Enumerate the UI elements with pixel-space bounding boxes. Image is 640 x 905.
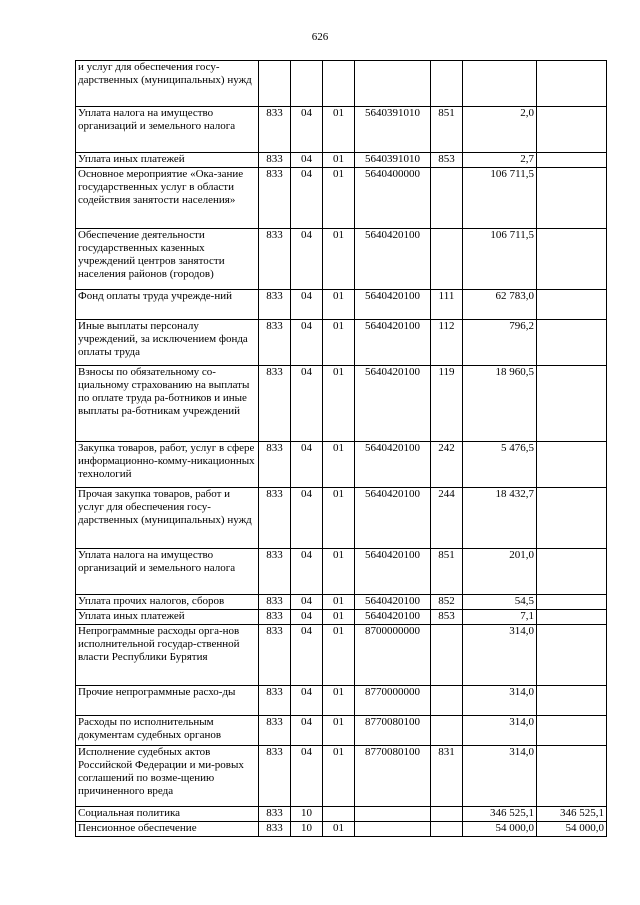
page-number: 626: [311, 31, 329, 43]
row-sum-2: 346 525,1: [537, 807, 607, 822]
row-sum-1: 62 783,0: [463, 290, 537, 320]
row-grbs: [259, 61, 291, 107]
row-name: и услуг для обеспечения госу-дарственных (муниципальных) нужд: [76, 61, 259, 107]
table-row: [76, 320, 607, 366]
row-sum-1: 106 711,5: [463, 168, 537, 229]
row-pr: 01: [323, 320, 355, 366]
row-pr: 01: [323, 716, 355, 746]
row-vr: 244: [431, 488, 463, 549]
row-vr: 851: [431, 107, 463, 153]
row-pr: [323, 61, 355, 107]
row-sum-2: 54 000,0: [537, 822, 607, 837]
row-rz: 04: [291, 716, 323, 746]
row-rz: 04: [291, 153, 323, 168]
row-pr: 01: [323, 625, 355, 686]
row-vr: [431, 807, 463, 822]
row-grbs: 833: [259, 746, 291, 807]
row-sum-1: 2,0: [463, 107, 537, 153]
row-pr: 01: [323, 107, 355, 153]
row-grbs: 833: [259, 320, 291, 366]
row-sum-2: [537, 320, 607, 366]
row-pr: 01: [323, 290, 355, 320]
row-name: Непрограммные расходы орга-нов исполнительной государ-ственной власти Республики Бурятия: [76, 625, 259, 686]
row-csr: 5640420100: [355, 595, 431, 610]
row-csr: 5640420100: [355, 366, 431, 442]
table-row: [76, 822, 607, 837]
row-sum-1: 314,0: [463, 686, 537, 716]
row-csr: [355, 822, 431, 837]
row-grbs: 833: [259, 595, 291, 610]
row-sum-1: 201,0: [463, 549, 537, 595]
row-sum-2: [537, 549, 607, 595]
row-name: Социальная политика: [76, 807, 259, 822]
row-name: Уплата прочих налогов, сборов: [76, 595, 259, 610]
row-grbs: 833: [259, 716, 291, 746]
row-rz: 10: [291, 807, 323, 822]
row-sum-1: 2,7: [463, 153, 537, 168]
row-grbs: 833: [259, 549, 291, 595]
row-name: Уплата иных платежей: [76, 153, 259, 168]
row-sum-2: [537, 610, 607, 625]
row-pr: 01: [323, 686, 355, 716]
row-vr: 853: [431, 610, 463, 625]
row-sum-2: [537, 153, 607, 168]
table-row: [76, 549, 607, 595]
row-rz: 04: [291, 625, 323, 686]
row-vr: 853: [431, 153, 463, 168]
row-rz: 04: [291, 686, 323, 716]
row-vr: 111: [431, 290, 463, 320]
table-row: [76, 488, 607, 549]
row-pr: 01: [323, 822, 355, 837]
row-vr: 119: [431, 366, 463, 442]
row-pr: 01: [323, 229, 355, 290]
row-sum-1: 7,1: [463, 610, 537, 625]
row-sum-1: 5 476,5: [463, 442, 537, 488]
row-rz: 04: [291, 549, 323, 595]
row-sum-1: 346 525,1: [463, 807, 537, 822]
row-sum-2: [537, 442, 607, 488]
row-vr: 831: [431, 746, 463, 807]
row-sum-2: [537, 290, 607, 320]
row-sum-1: 18 432,7: [463, 488, 537, 549]
row-sum-1: 106 711,5: [463, 229, 537, 290]
row-rz: 04: [291, 168, 323, 229]
row-csr: 8700000000: [355, 625, 431, 686]
row-vr: 112: [431, 320, 463, 366]
row-sum-2: [537, 366, 607, 442]
row-name: Расходы по исполнительным документам судебных органов: [76, 716, 259, 746]
row-pr: 01: [323, 488, 355, 549]
row-csr: 5640420100: [355, 320, 431, 366]
table-row: [76, 746, 607, 807]
table-row: [76, 716, 607, 746]
row-csr: 5640420100: [355, 549, 431, 595]
row-name: Фонд оплаты труда учрежде-ний: [76, 290, 259, 320]
row-sum-1: 54 000,0: [463, 822, 537, 837]
row-grbs: 833: [259, 107, 291, 153]
table-row: [76, 107, 607, 153]
row-name: Уплата иных платежей: [76, 610, 259, 625]
row-vr: [431, 625, 463, 686]
table-row: [76, 366, 607, 442]
row-grbs: 833: [259, 168, 291, 229]
row-vr: [431, 822, 463, 837]
row-sum-1: [463, 61, 537, 107]
row-rz: 04: [291, 366, 323, 442]
row-rz: 04: [291, 488, 323, 549]
row-csr: 5640400000: [355, 168, 431, 229]
row-csr: 5640420100: [355, 488, 431, 549]
row-name: Основное мероприятие «Ока-зание государственных услуг в области содействия занятости населения»: [76, 168, 259, 229]
row-csr: 5640420100: [355, 442, 431, 488]
table-row: [76, 153, 607, 168]
row-grbs: 833: [259, 442, 291, 488]
row-vr: [431, 716, 463, 746]
row-pr: 01: [323, 153, 355, 168]
row-grbs: 833: [259, 488, 291, 549]
row-csr: 8770080100: [355, 746, 431, 807]
row-vr: [431, 229, 463, 290]
table-row: [76, 290, 607, 320]
table-row: [76, 807, 607, 822]
row-csr: [355, 807, 431, 822]
row-csr: 5640420100: [355, 290, 431, 320]
table-row: [76, 610, 607, 625]
row-pr: [323, 807, 355, 822]
row-rz: 04: [291, 746, 323, 807]
row-grbs: 833: [259, 290, 291, 320]
row-sum-2: [537, 716, 607, 746]
row-sum-2: [537, 595, 607, 610]
row-name: Прочие непрограммные расхо-ды: [76, 686, 259, 716]
row-vr: 851: [431, 549, 463, 595]
row-rz: [291, 61, 323, 107]
row-sum-1: 54,5: [463, 595, 537, 610]
row-sum-2: [537, 686, 607, 716]
row-csr: 8770080100: [355, 716, 431, 746]
row-name: Взносы по обязательному со-циальному страхованию на выплаты по оплате труда ра-ботников и иные выплаты ра-ботникам учреждений: [76, 366, 259, 442]
table-row: [76, 61, 607, 107]
row-pr: 01: [323, 549, 355, 595]
row-csr: 5640391010: [355, 107, 431, 153]
row-pr: 01: [323, 442, 355, 488]
row-grbs: 833: [259, 807, 291, 822]
table-row: [76, 442, 607, 488]
row-sum-1: 314,0: [463, 625, 537, 686]
row-name: Пенсионное обеспечение: [76, 822, 259, 837]
row-name: Закупка товаров, работ, услуг в сфере информационно-комму-никационных технологий: [76, 442, 259, 488]
row-grbs: 833: [259, 153, 291, 168]
row-vr: [431, 168, 463, 229]
row-grbs: 833: [259, 686, 291, 716]
row-sum-1: 314,0: [463, 746, 537, 807]
row-rz: 04: [291, 107, 323, 153]
row-grbs: 833: [259, 366, 291, 442]
row-pr: 01: [323, 366, 355, 442]
row-name: Уплата налога на имущество организаций и земельного налога: [76, 549, 259, 595]
row-sum-2: [537, 107, 607, 153]
row-csr: 5640391010: [355, 153, 431, 168]
row-pr: 01: [323, 746, 355, 807]
row-name: Уплата налога на имущество организаций и земельного налога: [76, 107, 259, 153]
budget-table: [75, 60, 607, 837]
table-row: [76, 625, 607, 686]
row-sum-1: 796,2: [463, 320, 537, 366]
table-row: [76, 686, 607, 716]
row-sum-1: 18 960,5: [463, 366, 537, 442]
row-vr: [431, 61, 463, 107]
row-vr: 852: [431, 595, 463, 610]
row-sum-2: [537, 168, 607, 229]
row-csr: [355, 61, 431, 107]
row-sum-2: [537, 61, 607, 107]
row-csr: 5640420100: [355, 610, 431, 625]
row-sum-2: [537, 625, 607, 686]
row-pr: 01: [323, 610, 355, 625]
row-grbs: 833: [259, 229, 291, 290]
row-sum-2: [537, 746, 607, 807]
row-rz: 04: [291, 229, 323, 290]
row-vr: [431, 686, 463, 716]
table-row: [76, 595, 607, 610]
row-sum-2: [537, 488, 607, 549]
row-sum-2: [537, 229, 607, 290]
table-row: [76, 229, 607, 290]
row-rz: 10: [291, 822, 323, 837]
row-grbs: 833: [259, 822, 291, 837]
row-rz: 04: [291, 595, 323, 610]
row-rz: 04: [291, 610, 323, 625]
row-rz: 04: [291, 442, 323, 488]
row-name: Обеспечение деятельности государственных казенных учреждений центров занятости населения районов (городов): [76, 229, 259, 290]
row-pr: 01: [323, 168, 355, 229]
row-sum-1: 314,0: [463, 716, 537, 746]
row-rz: 04: [291, 290, 323, 320]
row-grbs: 833: [259, 610, 291, 625]
row-pr: 01: [323, 595, 355, 610]
row-name: Исполнение судебных актов Российской Федерации и ми-ровых соглашений по возме-щению причиненного вреда: [76, 746, 259, 807]
row-vr: 242: [431, 442, 463, 488]
row-rz: 04: [291, 320, 323, 366]
row-name: Прочая закупка товаров, работ и услуг для обеспечения госу-дарственных (муниципальных) нужд: [76, 488, 259, 549]
row-csr: 5640420100: [355, 229, 431, 290]
row-csr: 8770000000: [355, 686, 431, 716]
table-row: [76, 168, 607, 229]
row-name: Иные выплаты персоналу учреждений, за исключением фонда оплаты труда: [76, 320, 259, 366]
row-grbs: 833: [259, 625, 291, 686]
